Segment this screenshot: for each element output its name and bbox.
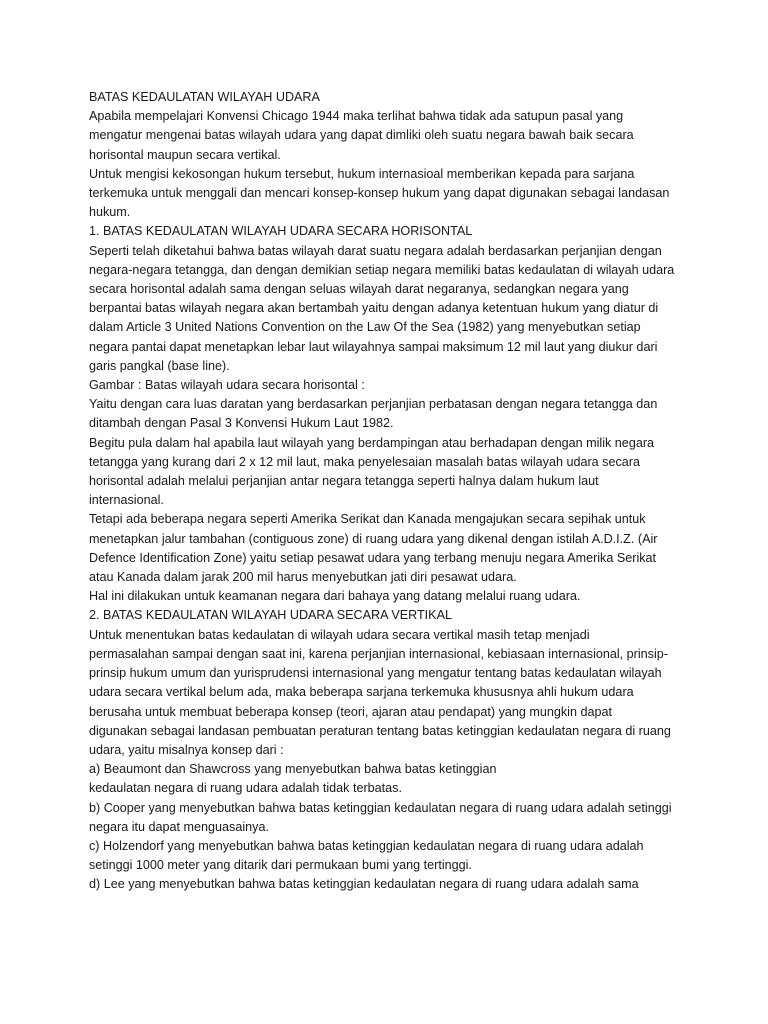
- text-line: horisontal adalah melalui perjanjian antar negara tetangga seperti halnya dalam hukum laut: [89, 474, 599, 489]
- text-line: horisontal maupun secara vertikal.: [89, 147, 281, 162]
- section-heading: 1. BATAS KEDAULATAN WILAYAH UDARA SECARA HORISONTAL: [89, 224, 473, 239]
- text-line: Tetapi ada beberapa negara seperti Amerika Serikat dan Kanada mengajukan secara sepihak untuk: [89, 512, 646, 527]
- document-page: [89, 88, 679, 895]
- text-line: berpantai batas wilayah negara akan bertambah yaitu dengan adanya ketentuan hukum yang diatur di: [89, 301, 659, 316]
- text-line: permasalahan sampai dengan saat ini, karena perjanjian internasional, kebiasaan internasional, prinsip-: [89, 646, 668, 661]
- text-line: Gambar : Batas wilayah udara secara horisontal :: [89, 378, 365, 393]
- text-line: menetapkan jalur tambahan (contiguous zone) di ruang udara yang dikenal dengan istilah A.D.I.Z. (Air: [89, 531, 658, 546]
- text-line: Hal ini dilakukan untuk keamanan negara dari bahaya yang datang melalui ruang udara.: [89, 589, 581, 604]
- document-title: BATAS KEDAULATAN WILAYAH UDARA: [89, 90, 320, 104]
- text-line: udara, yaitu misalnya konsep dari :: [89, 742, 284, 757]
- text-line: Seperti telah diketahui bahwa batas wilayah darat suatu negara adalah berdasarkan perjanjian dengan: [89, 243, 662, 258]
- text-line: udara secara vertikal belum ada, maka beberapa sarjana terkemuka khususnya ahli hukum udara: [89, 685, 634, 700]
- text-line: Untuk mengisi kekosongan hukum tersebut, hukum internasioal memberikan kepada para sarjana: [89, 166, 635, 181]
- text-line: Defence Identification Zone) yaitu setiap pesawat udara yang terbang menuju negara Amerika Serikat: [89, 550, 657, 565]
- text-line: internasional.: [89, 493, 164, 508]
- text-line: negara itu dapat menguasainya.: [89, 819, 269, 834]
- text-line: tetangga yang kurang dari 2 x 12 mil laut, maka penyelesaian masalah batas wilayah udara secara: [89, 454, 640, 469]
- text-line: mengatur mengenai batas wilayah udara yang dapat dimliki oleh suatu negara bawah baik secara: [89, 128, 634, 143]
- list-item: c) Holzendorf yang menyebutkan bahwa batas ketinggian kedaulatan negara di ruang udara adalah: [89, 838, 644, 853]
- text-line: negara pantai dapat menetapkan lebar laut wilayahnya sampai maksimum 12 mil laut yang diukur dari: [89, 339, 658, 354]
- text-line: Yaitu dengan cara luas daratan yang berdasarkan perjanjian perbatasan dengan negara tetangga dan: [89, 397, 658, 412]
- text-line: secara horisontal adalah sama dengan seluas wilayah darat negaranya, sedangkan negara yang: [89, 282, 629, 297]
- text-line: setinggi 1000 meter yang ditarik dari permukaan bumi yang tertinggi.: [89, 858, 472, 873]
- text-line: kedaulatan negara di ruang udara adalah tidak terbatas.: [89, 781, 402, 796]
- list-item: d) Lee yang menyebutkan bahwa batas ketinggian kedaulatan negara di ruang udara adalah sama: [89, 877, 639, 892]
- text-line: Apabila mempelajari Konvensi Chicago 1944 maka terlihat bahwa tidak ada satupun pasal yang: [89, 109, 624, 124]
- text-line: terkemuka untuk menggali dan mencari konsep-konsep hukum yang dapat digunakan sebagai landasan: [89, 186, 670, 201]
- list-item: a) Beaumont dan Shawcross yang menyebutkan bahwa batas ketinggian: [89, 762, 497, 777]
- text-line: Untuk menentukan batas kedaulatan di wilayah udara secara vertikal masih tetap menjadi: [89, 627, 590, 642]
- text-line: prinsip hukum umum dan yurisprudensi internasional yang mengatur tentang batas kedaulatan wilayah: [89, 666, 662, 681]
- list-item: b) Cooper yang menyebutkan bahwa batas ketinggian kedaulatan negara di ruang udara adalah setinggi: [89, 800, 672, 815]
- section-heading: 2. BATAS KEDAULATAN WILAYAH UDARA SECARA VERTIKAL: [89, 608, 452, 623]
- text-line: garis pangkal (base line).: [89, 358, 230, 373]
- text-line: hukum.: [89, 205, 131, 220]
- text-line: ditambah dengan Pasal 3 Konvensi Hukum Laut 1982.: [89, 416, 394, 431]
- text-line: digunakan sebagai landasan pembuatan peraturan tentang batas ketinggian kedaulatan negara di ruang: [89, 723, 671, 738]
- text-line: Begitu pula dalam hal apabila laut wilayah yang berdampingan atau berhadapan dengan milik negara: [89, 435, 655, 450]
- text-line: atau Kanada dalam jarak 200 mil harus menyebutkan jati diri pesawat udara.: [89, 570, 517, 585]
- text-line: berusaha untuk membuat beberapa konsep (teori, ajaran atau pendapat) yang mungkin dapat: [89, 704, 612, 719]
- text-line: dalam Article 3 United Nations Convention on the Law Of the Sea (1982) yang menyebutkan setiap: [89, 320, 641, 335]
- text-line: negara-negara tetangga, dan dengan demikian setiap negara memiliki batas kedaulatan di wilayah udara: [89, 262, 675, 277]
